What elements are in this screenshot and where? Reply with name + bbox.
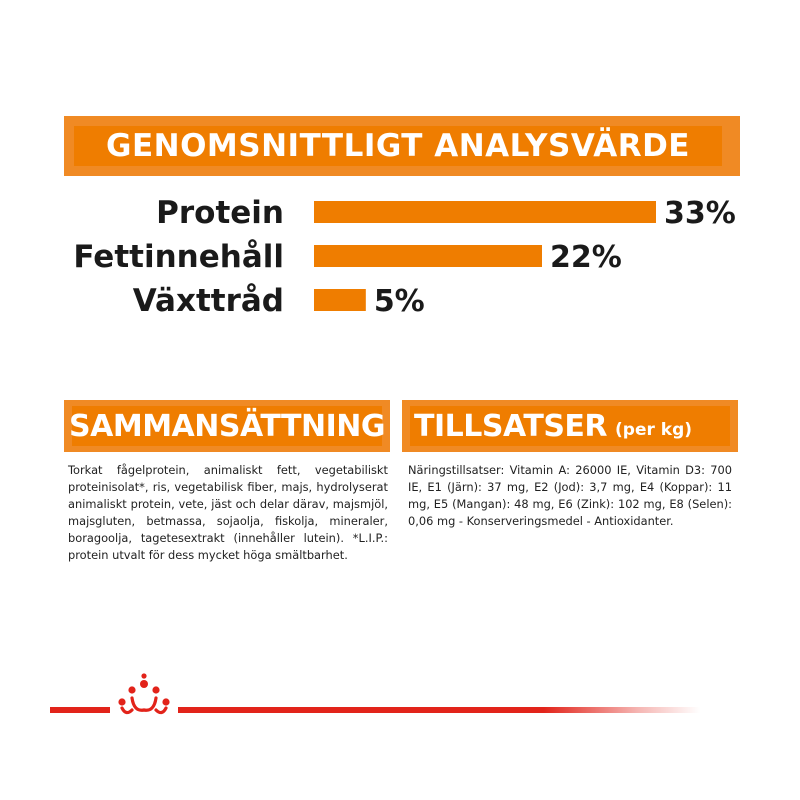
bar-label-2: Växttråd: [132, 283, 284, 319]
composition-text: Torkat fågelprotein, animaliskt fett, vegetabiliskt proteinisolat*, ris, vegetabilisk fiber, majs, hydrolyserat animaliskt protein, vete, jäst och delar därav, majsmjöl, majsgluten, betmassa, sojaolja, fiskolja, mineraler, boragoolja, tagetesextrakt (innehåller lutein). *L.I.P.: protein utvalt för dess mycket höga smältbarhet.: [68, 463, 388, 562]
nutrient-bar-chart: [0, 190, 800, 330]
additives-title-suffix: (per kg): [615, 420, 693, 440]
additives-text: Näringstillsatser: Vitamin A: 26000 IE, Vitamin D3: 700 IE, E1 (Järn): 37 mg, E2 (Jod): 3,7 mg, E4 (Koppar): 11 mg, E5 (Mangan): 48 mg, E6 (Zink): 102 mg, E8 (Selen): 0,06 mg - Konserveringsmedel - Antioxidanter.: [408, 463, 732, 528]
bar-1: [314, 245, 542, 267]
bar-label-0: Protein: [156, 195, 284, 231]
bar-2: [314, 289, 366, 311]
additives-title-wrap: [410, 406, 730, 446]
footer-line-left: [50, 707, 110, 713]
bar-0: [314, 201, 656, 223]
analysis-header: [64, 116, 740, 176]
value-label-1: 22%: [550, 240, 622, 275]
additives-title: TILLSATSER: [414, 408, 608, 444]
value-label-2: 5%: [373, 284, 425, 319]
footer-line-right: [178, 707, 700, 713]
additives-header: [402, 400, 738, 452]
composition-title: SAMMANSÄTTNING: [72, 406, 382, 446]
value-label-0: 33%: [664, 196, 736, 231]
royal-canin-crown-icon: [112, 672, 176, 722]
bar-label-1: Fettinnehåll: [73, 239, 284, 275]
composition-header: [64, 400, 390, 452]
analysis-title: GENOMSNITTLIGT ANALYSVÄRDE: [74, 126, 722, 166]
